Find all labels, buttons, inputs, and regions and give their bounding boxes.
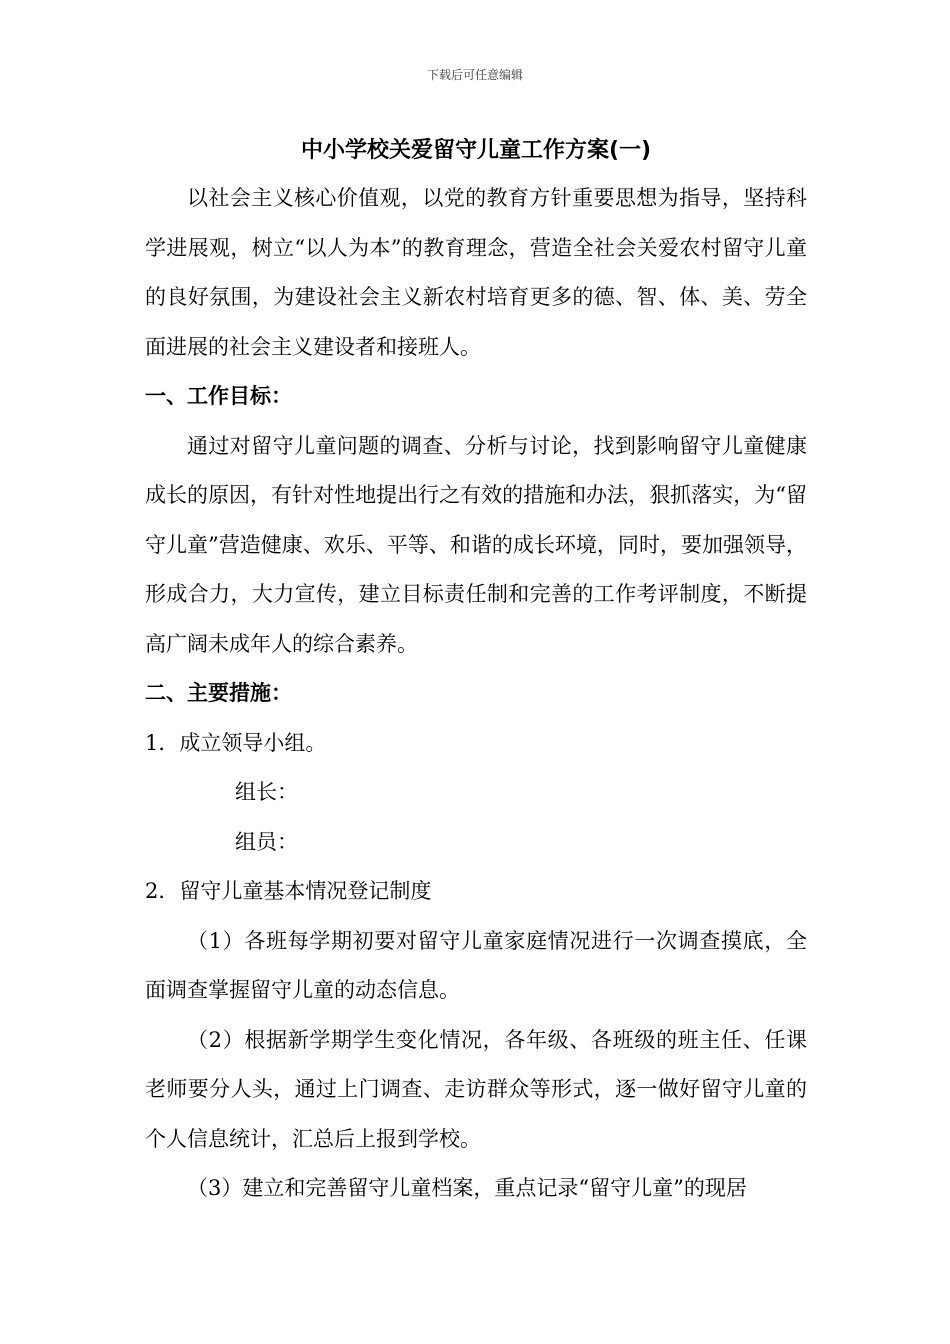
measure-item-2: 2．留守儿童基本情况登记制度 [145,879,432,903]
measure-2-point-2: （2）根据新学期学生变化情况，各年级、各班级的班主任、任课老师要分人头，通过上门调查、走访群众等形式，逐一做好留守儿童的个人信息统计，汇总后上报到学校。 [145,1027,807,1151]
section-heading-goals: 一、工作目标： [145,384,292,408]
measure-2-point-1: （1）各班每学期初要对留守儿童家庭情况进行一次调查摸底，全面调查掌握留守儿童的动态信息。 [145,928,807,1002]
document-title: 中小学校关爱留守儿童工作方案(一) [300,138,652,163]
measure-item-1: 1．成立领导小组。 [145,730,327,755]
group-leader-line: 组长： [235,780,298,804]
measure-2-point-3: （3）建立和完善留守儿童档案，重点记录“留守儿童”的现居 [187,1176,747,1200]
group-members-line: 组员： [235,829,298,854]
section-heading-measures: 二、主要措施： [145,681,292,705]
goals-paragraph: 通过对留守儿童问题的调查、分析与讨论，找到影响留守儿童健康成长的原因，有针对性地提出行之有效的措施和办法，狠抓落实，为“留守儿童”营造健康、欢乐、平等、和谐的成长环境，同时，要加强领导，形成合力，大力宣传，建立目标责任制和完善的工作考评制度，不断提高广阔未成年人的综合素养。 [145,433,807,656]
intro-paragraph: 以社会主义核心价值观，以党的教育方针重要思想为指导，坚持科学进展观，树立“以人为本”的教育理念，营造全社会关爱农村留守儿童的良好氛围，为建设社会主义新农村培育更多的德、智、体、美、劳全面进展的社会主义建设者和接班人。 [145,186,807,359]
header-note: 下载后可任意编辑 [426,68,523,82]
document-body [145,128,807,1214]
